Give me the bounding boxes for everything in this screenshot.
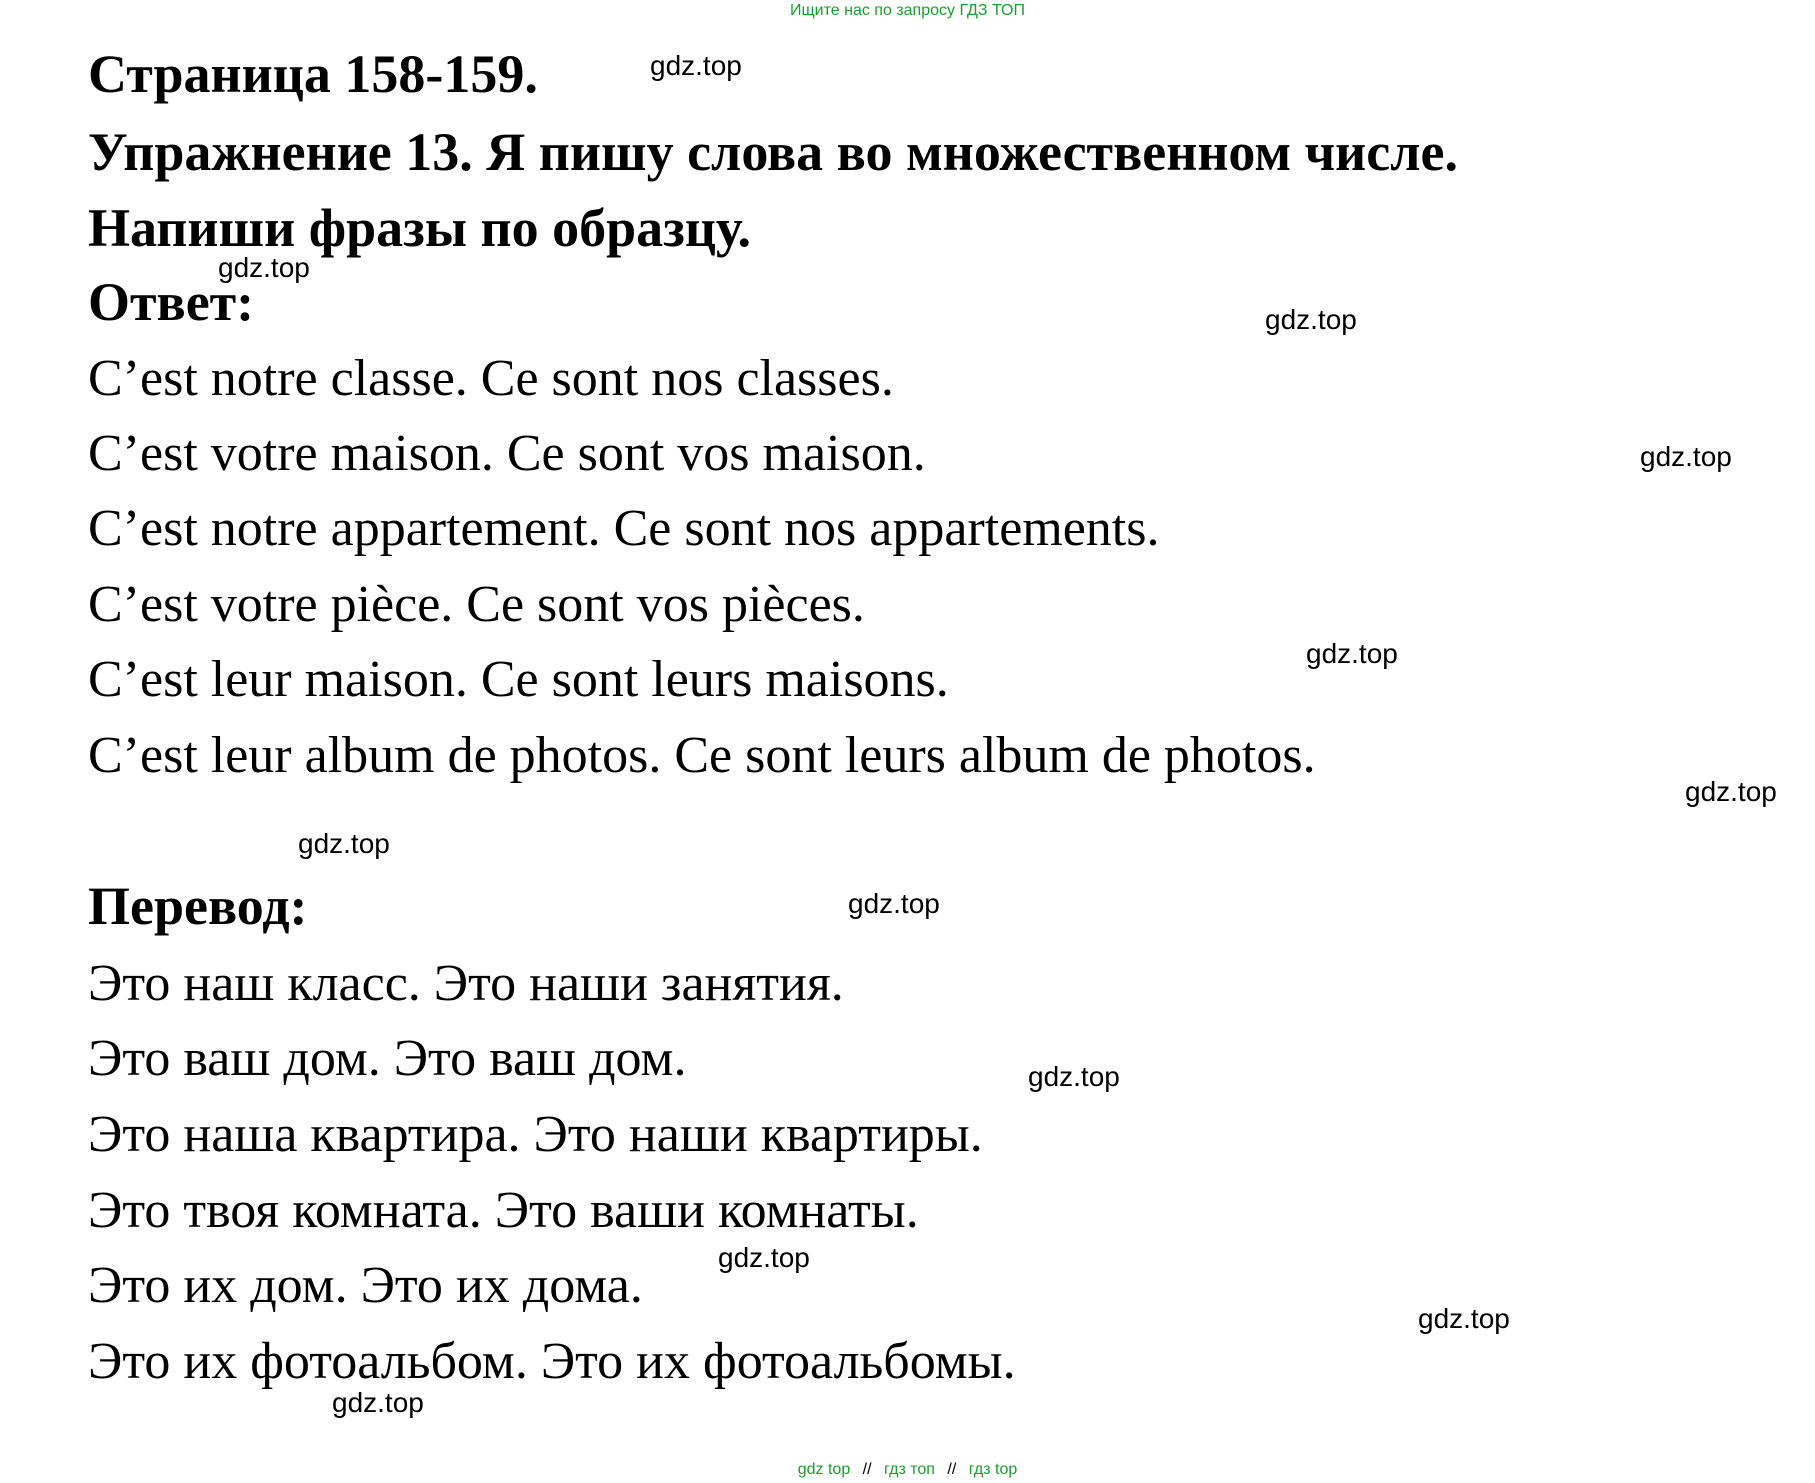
footer-link-gdz-top-mixed[interactable]: гдз top: [968, 1461, 1018, 1478]
footer-separator: //: [862, 1461, 872, 1478]
translation-line-5: Это их дом. Это их дома.: [88, 1257, 643, 1314]
watermark: gdz.top: [1418, 1303, 1510, 1334]
top-banner[interactable]: Ищите нас по запросу ГДЗ ТОП: [790, 2, 1025, 19]
watermark: gdz.top: [332, 1387, 424, 1418]
watermark: gdz.top: [1265, 304, 1357, 335]
watermark: gdz.top: [1306, 638, 1398, 669]
watermark: gdz.top: [848, 888, 940, 919]
answer-line-4: C’est votre pièce. Ce sont vos pièces.: [88, 576, 865, 633]
exercise-title: Упражнение 13. Я пишу слова во множественном числе.: [88, 122, 1458, 182]
watermark: gdz.top: [718, 1242, 810, 1273]
answer-line-3: C’est notre appartement. Ce sont nos appartements.: [88, 500, 1160, 557]
footer-separator: //: [947, 1461, 957, 1478]
answer-line-5: C’est leur maison. Ce sont leurs maisons.: [88, 651, 949, 708]
answer-line-2: C’est votre maison. Ce sont vos maison.: [88, 425, 926, 482]
watermark: gdz.top: [298, 828, 390, 859]
translation-line-6: Это их фотоальбом. Это их фотоальбомы.: [88, 1333, 1016, 1390]
translation-line-1: Это наш класс. Это наши занятия.: [88, 955, 844, 1012]
footer-link-gdz-top[interactable]: gdz top: [797, 1461, 851, 1478]
page-title: Страница 158-159.: [88, 44, 538, 104]
footer-link-gdz-top-ru[interactable]: гдз топ: [884, 1461, 935, 1478]
watermark: gdz.top: [1640, 441, 1732, 472]
answer-line-1: C’est notre classe. Ce sont nos classes.: [88, 350, 894, 407]
watermark: gdz.top: [218, 252, 310, 283]
watermark: gdz.top: [1685, 776, 1777, 807]
translation-line-3: Это наша квартира. Это наши квартиры.: [88, 1106, 983, 1163]
translation-line-2: Это ваш дом. Это ваш дом.: [88, 1030, 687, 1087]
translation-line-4: Это твоя комната. Это ваши комнаты.: [88, 1182, 919, 1239]
exercise-instruction: Напиши фразы по образцу.: [88, 198, 752, 258]
watermark: gdz.top: [1028, 1061, 1120, 1092]
translation-label: Перевод:: [88, 876, 308, 936]
watermark: gdz.top: [650, 50, 742, 81]
answer-label: Ответ:: [88, 272, 255, 332]
footer-links: [0, 1460, 1815, 1480]
answer-line-6: C’est leur album de photos. Ce sont leurs album de photos.: [88, 727, 1316, 784]
